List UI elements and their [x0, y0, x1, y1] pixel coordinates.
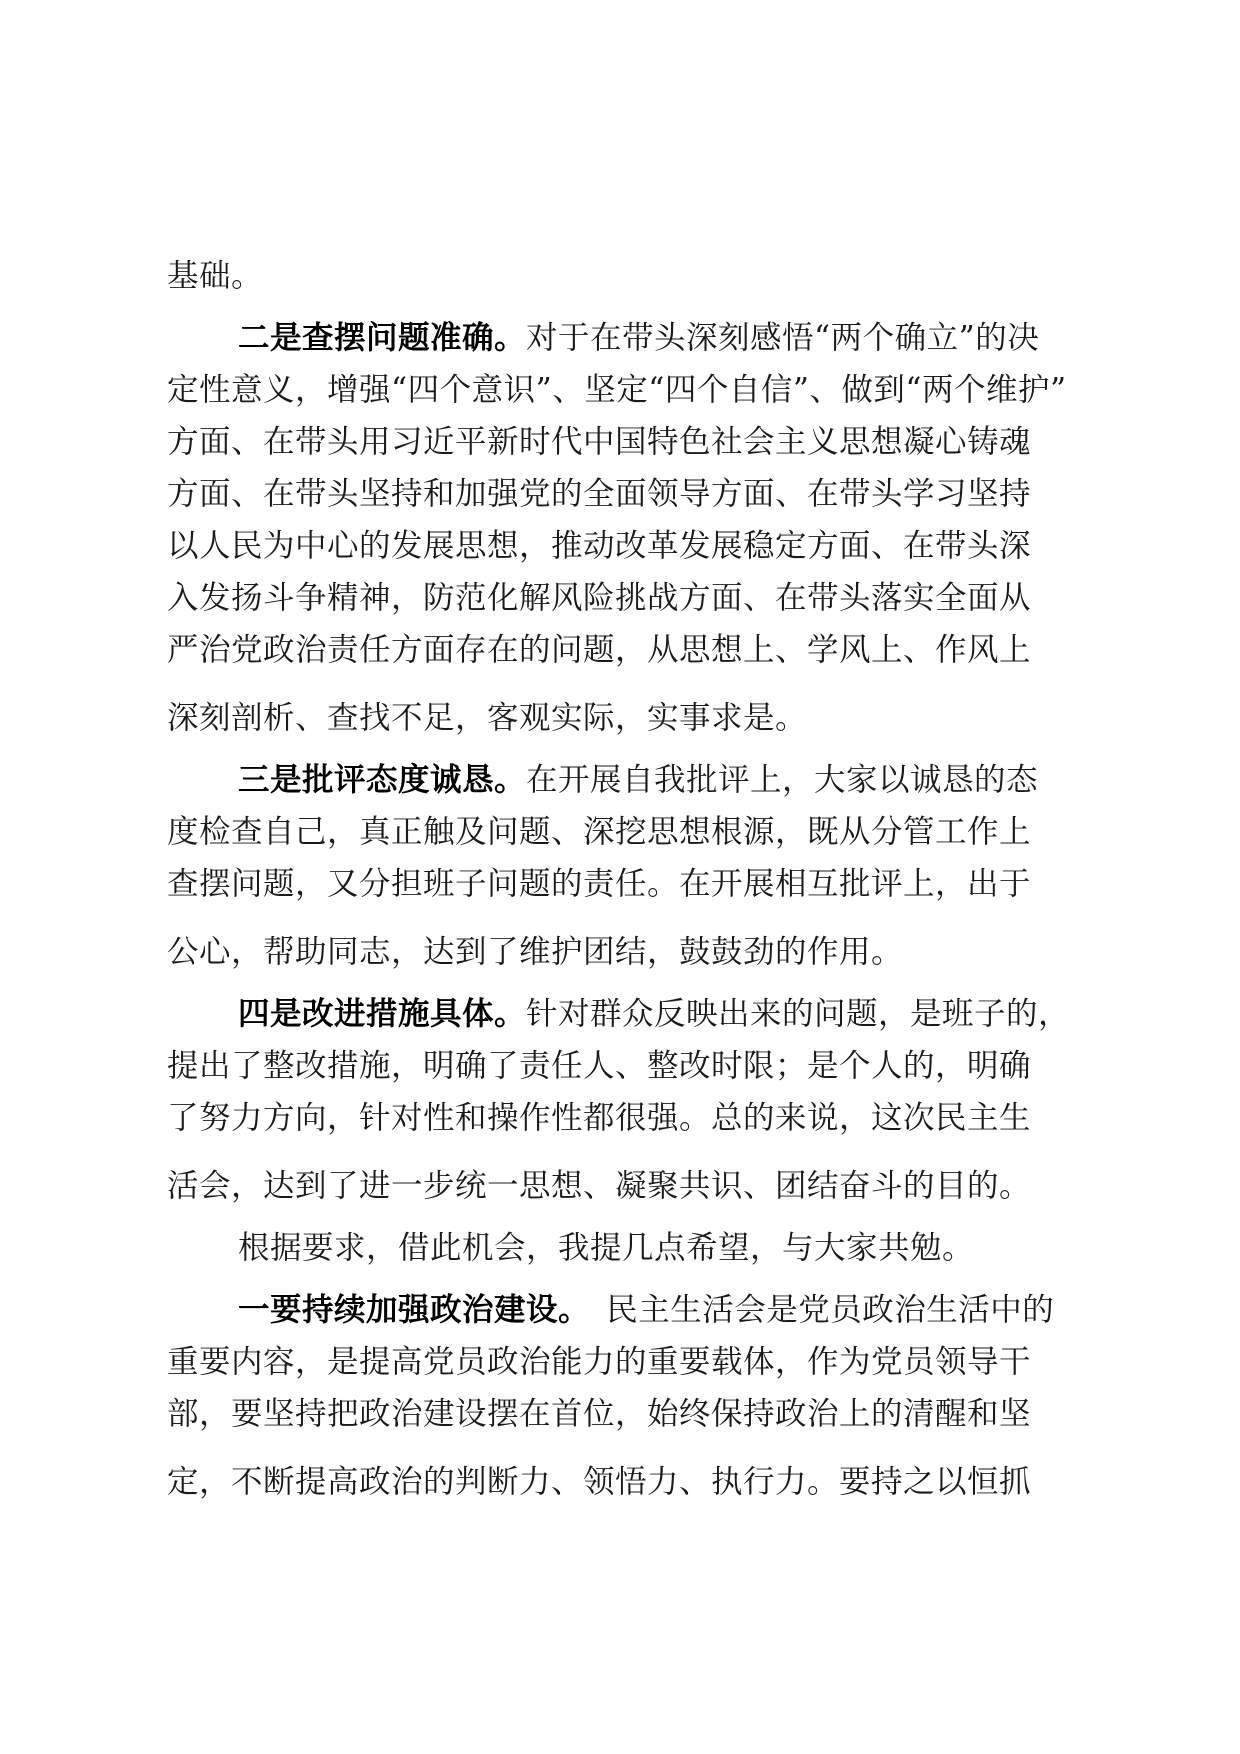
text-line: 入发扬斗争精神，防范化解风险挑战方面、在带头落实全面从 — [167, 580, 1032, 616]
text-line: 根据要求，借此机会，我提几点希望，与大家共勉。 — [238, 1230, 975, 1266]
paragraph-3 — [167, 754, 1077, 978]
text-line: 度检查自己，真正触及问题、深挖思想根源，既从分管工作上 — [167, 814, 1032, 850]
text-span: 对于在带头深刻感悟“两个确立”的决 — [526, 320, 1040, 356]
text-line: 活会，达到了进一步统一思想、凝聚共识、团结奋斗的目的。 — [167, 1168, 1032, 1204]
document-body — [167, 250, 1077, 1508]
paragraph-heading: 四是改进措施具体。 — [238, 996, 527, 1032]
paragraph-heading: 一要持续加强政治建设。 — [238, 1292, 575, 1328]
paragraph-5 — [167, 1222, 1077, 1274]
text-line — [167, 312, 1077, 364]
text-span: 在开展自我批评上，大家以诚恳的态 — [526, 762, 1039, 798]
text-line: 严治党政治责任方面存在的问题，从思想上、学风上、作风上 — [167, 632, 1032, 668]
text-line: 以人民为中心的发展思想，推动改革发展稳定方面、在带头深 — [167, 528, 1032, 564]
text-line — [167, 754, 1077, 806]
text-line: 定，不断提高政治的判断力、领悟力、执行力。要持之以恒抓 — [167, 1464, 1032, 1500]
text-line: 公心，帮助同志，达到了维护团结，鼓鼓劲的作用。 — [167, 934, 904, 970]
text-line: 了努力方向，针对性和操作性都很强。总的来说，这次民主生 — [167, 1100, 1032, 1136]
text-line — [167, 988, 1077, 1040]
text-line: 方面、在带头用习近平新时代中国特色社会主义思想凝心铸魂 — [167, 424, 1032, 460]
text-line: 深刻剖析、查找不足，客观实际，实事求是。 — [167, 700, 808, 736]
text-line: 基础。 — [167, 258, 264, 294]
text-line: 部，要坚持把政治建设摆在首位，始终保持政治上的清醒和坚 — [167, 1396, 1032, 1432]
paragraph-heading: 三是批评态度诚恳。 — [238, 762, 527, 798]
text-line — [167, 1284, 1077, 1336]
paragraph-4 — [167, 988, 1077, 1212]
paragraph-heading: 二是查摆问题准确。 — [238, 320, 527, 356]
text-line: 方面、在带头坚持和加强党的全面领导方面、在带头学习坚持 — [167, 476, 1032, 512]
text-line: 定性意义，增强“四个意识”、坚定“四个自信”、做到“两个维护” — [167, 372, 1067, 408]
paragraph-6 — [167, 1284, 1077, 1508]
text-line: 重要内容，是提高党员政治能力的重要载体，作为党员领导干 — [167, 1344, 1032, 1380]
text-span: 民主生活会是党员政治生活中的 — [574, 1292, 1055, 1328]
text-line: 提出了整改措施，明确了责任人、整改时限；是个人的，明确 — [167, 1048, 1032, 1084]
text-line: 查摆问题，又分担班子问题的责任。在开展相互批评上，出于 — [167, 866, 1032, 902]
paragraph-2 — [167, 312, 1077, 744]
text-span: 针对群众反映出来的问题，是班子的， — [526, 996, 1071, 1032]
